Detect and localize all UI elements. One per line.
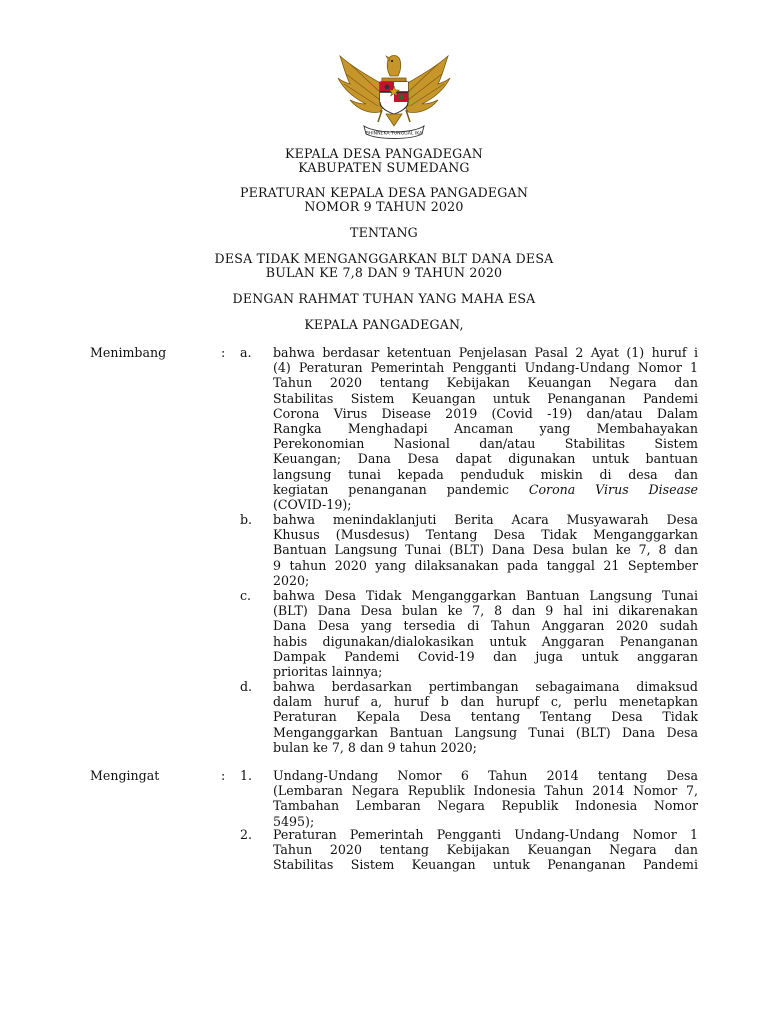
menimbang-colon: : [221, 345, 226, 360]
text-line: (COVID-19); [273, 497, 352, 513]
issuer-region: KABUPATEN SUMEDANG [298, 160, 470, 175]
text-line: Keuangan; Dana Desa dapat digunakan untuk bantuan [273, 451, 698, 467]
regulation-subject-line2: BULAN KE 7,8 DAN 9 TAHUN 2020 [265, 265, 503, 280]
blessing-line: DENGAN RAHMAT TUHAN YANG MAHA ESA [232, 291, 536, 306]
text-line: Stabilitas Sistem Keuangan untuk Penanganan Pandemi [273, 857, 698, 873]
text-line: Menganggarkan Bantuan Langsung Tunai (BLT) Dana Desa [273, 724, 698, 740]
text-line: bahwa berdasar ketentuan Penjelasan Pasal 2 Ayat (1) huruf i [273, 345, 698, 360]
text-line: 2020; [273, 572, 310, 588]
item-text [273, 345, 698, 512]
text-line: Peraturan Pemerintah Pengganti Undang-Undang Nomor 1 [273, 827, 698, 842]
text-line: bahwa Desa Tidak Menganggarkan Bantuan Langsung Tunai [273, 588, 698, 603]
text-line: Stabilitas Sistem Keuangan untuk Penanganan Pandemi [273, 390, 698, 406]
item-text [273, 679, 698, 755]
text-line: Tahun 2020 tentang Kebijakan Keuangan Negara dan [273, 842, 698, 858]
italic-term: Corona Virus Disease [528, 481, 699, 497]
item-marker: 2. [240, 827, 253, 842]
item-text [273, 827, 698, 873]
text-line: bahwa menindaklanjuti Berita Acara Musyawarah Desa [273, 512, 698, 527]
garuda-emblem-icon [336, 50, 452, 142]
text-line: Khusus (Musdesus) Tentang Desa Tidak Menganggarkan [273, 527, 698, 543]
emblem-motto: BHINNEKA TUNGGAL IKA [365, 131, 423, 137]
text-line: Undang-Undang Nomor 6 Tahun 2014 tentang Desa [273, 768, 698, 783]
text-line: (BLT) Dana Desa bulan ke 7, 8 dan 9 hal ini dikarenakan [273, 603, 698, 619]
regulation-number: NOMOR 9 TAHUN 2020 [304, 199, 464, 214]
mengingat-colon: : [221, 768, 226, 783]
item-marker: c. [240, 588, 252, 603]
item-marker: b. [240, 512, 253, 527]
text-line: Rangka Menghadapi Ancaman yang Membahayakan [273, 421, 698, 437]
text-segment: kegiatan penanganan pandemic [273, 481, 509, 497]
text-line: bahwa berdasarkan pertimbangan sebagaimana dimaksud [273, 679, 698, 694]
item-text [273, 588, 698, 679]
item-text [273, 512, 698, 588]
text-line: dalam huruf a, huruf b dan hurupf c, perlu menetapkan [273, 694, 698, 710]
text-line: Bantuan Langsung Tunai (BLT) Dana Desa bulan ke 7, 8 dan [273, 542, 698, 558]
text-line: Dampak Pandemi Covid-19 dan juga untuk anggaran [273, 648, 698, 664]
text-line: (4) Peraturan Pemerintah Pengganti Undang-Undang Nomor 1 [273, 360, 698, 376]
regulation-title: PERATURAN KEPALA DESA PANGADEGAN [239, 185, 529, 200]
text-line: Peraturan Kepala Desa tentang Tentang Desa Tidak [273, 709, 698, 725]
signatory-line: KEPALA PANGADEGAN, [304, 317, 464, 332]
text-line: Tahun 2020 tentang Kebijakan Keuangan Negara dan [273, 375, 698, 391]
text-line: Dana Desa yang tersedia di Tahun Anggaran 2020 sudah [273, 618, 698, 634]
item-marker: a. [240, 345, 252, 360]
text-line: habis digunakan/dialokasikan untuk Anggaran Penanganan [273, 633, 698, 649]
menimbang-label: Menimbang [90, 345, 167, 360]
text-line-with-italic [273, 482, 698, 497]
text-line: Perekonomian Nasional dan/atau Stabilitas Sistem [273, 436, 698, 452]
text-line: Corona Virus Disease 2019 (Covid -19) dan/atau Dalam [273, 405, 698, 421]
text-line: langsung tunai kepada penduduk miskin di desa dan [273, 466, 698, 482]
text-line: 5495); [273, 813, 315, 829]
text-line: Tambahan Lembaran Negara Republik Indonesia Nomor [273, 798, 698, 814]
item-marker: d. [240, 679, 253, 694]
regulation-subject-line1: DESA TIDAK MENGANGGARKAN BLT DANA DESA [214, 251, 554, 266]
item-marker: 1. [240, 768, 253, 783]
text-line: 9 tahun 2020 yang dilaksanakan pada tanggal 21 September [273, 557, 698, 573]
regulation-about-label: TENTANG [350, 225, 418, 240]
mengingat-label: Mengingat [90, 768, 160, 783]
text-line: bulan ke 7, 8 dan 9 tahun 2020; [273, 739, 477, 755]
item-text [273, 768, 698, 829]
issuer-title: KEPALA DESA PANGADEGAN [285, 146, 483, 161]
text-line: prioritas lainnya; [273, 664, 383, 680]
text-line: (Lembaran Negara Republik Indonesia Tahun 2014 Nomor 7, [273, 783, 698, 799]
